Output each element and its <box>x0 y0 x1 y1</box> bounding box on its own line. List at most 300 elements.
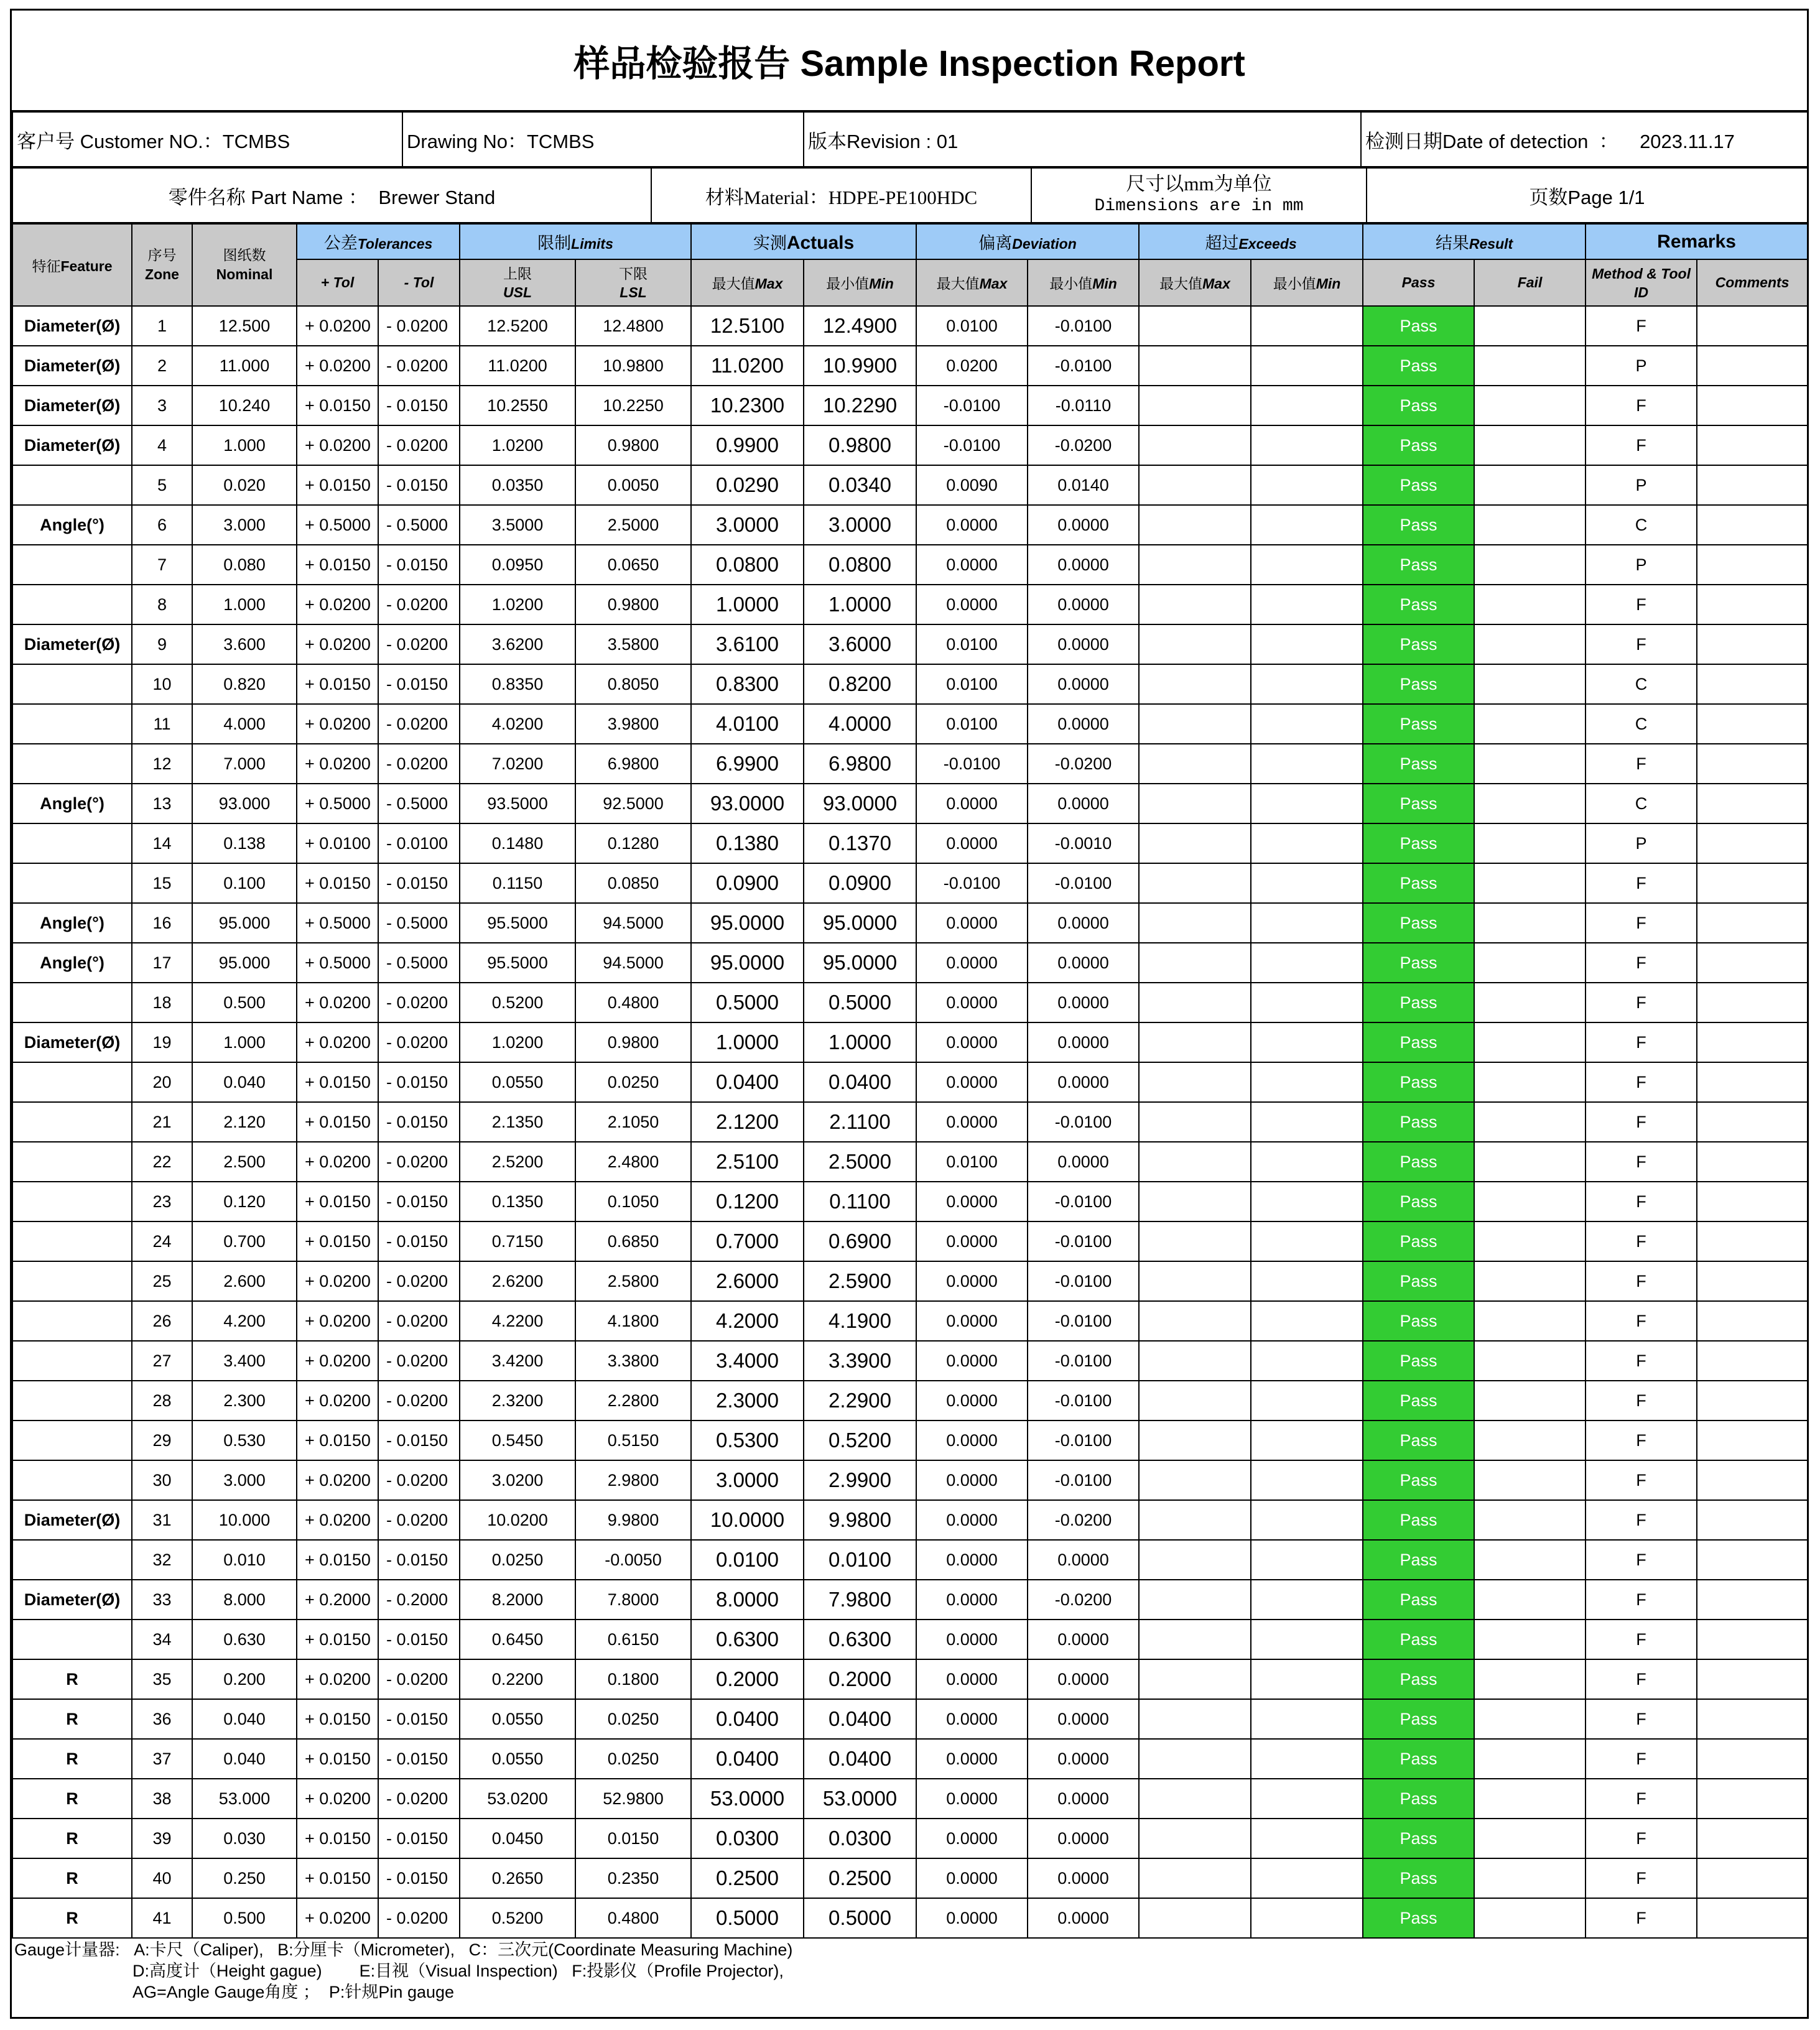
deviation-min-cell: -0.0200 <box>1028 1500 1139 1540</box>
zone-cell: 19 <box>132 1022 192 1062</box>
feature-cell: Angle(°) <box>12 943 132 983</box>
plus-tol-cell: + 0.0200 <box>297 1341 378 1381</box>
lsl-cell: 0.8050 <box>575 664 691 704</box>
zone-cell: 24 <box>132 1221 192 1261</box>
deviation-min-cell: -0.0100 <box>1028 1261 1139 1301</box>
minus-tol-cell: - 0.0150 <box>378 1540 460 1580</box>
minus-tol-cell: - 0.0150 <box>378 545 460 585</box>
actual-max-cell: 3.0000 <box>691 1460 804 1500</box>
feature-cell <box>12 1221 132 1261</box>
method-tool-cell: F <box>1586 1460 1697 1500</box>
exceeds-min-cell <box>1251 1022 1363 1062</box>
result-pass-cell: Pass <box>1363 1858 1474 1898</box>
plus-tol-cell: + 0.0200 <box>297 1261 378 1301</box>
comments-cell <box>1697 664 1808 704</box>
exceeds-max-cell <box>1139 1022 1251 1062</box>
exceeds-max-cell <box>1139 1898 1251 1938</box>
plus-tol-cell: + 0.5000 <box>297 943 378 983</box>
minus-tol-cell: - 0.0200 <box>378 1301 460 1341</box>
exceeds-min-cell <box>1251 823 1363 863</box>
table-row <box>12 1341 1808 1381</box>
zone-cell: 7 <box>132 545 192 585</box>
deviation-min-cell: -0.0110 <box>1028 386 1139 425</box>
result-fail-cell <box>1474 1102 1586 1142</box>
deviation-max-cell: 0.0000 <box>916 585 1028 624</box>
usl-cell: 0.0550 <box>460 1699 575 1739</box>
method-tool-cell: F <box>1586 1381 1697 1421</box>
minus-tol-header: - Tol <box>378 259 460 306</box>
exceeds-min-cell <box>1251 1739 1363 1779</box>
zone-cell: 10 <box>132 664 192 704</box>
plus-tol-cell: + 0.0200 <box>297 306 378 346</box>
exceeds-min-cell <box>1251 664 1363 704</box>
result-pass-cell: Pass <box>1363 983 1474 1022</box>
exceeds-min-cell <box>1251 1699 1363 1739</box>
method-tool-cell: P <box>1586 346 1697 386</box>
comments-cell <box>1697 465 1808 505</box>
lsl-cell: 0.4800 <box>575 983 691 1022</box>
actual-min-cell: 10.2290 <box>804 386 916 425</box>
lsl-cell: 0.0150 <box>575 1819 691 1858</box>
lsl-cell: 0.0650 <box>575 545 691 585</box>
feature-cell: R <box>12 1739 132 1779</box>
exceeds-min-cell <box>1251 1779 1363 1819</box>
deviation-min-cell: 0.0000 <box>1028 1819 1139 1858</box>
table-row <box>12 823 1808 863</box>
usl-cell: 4.2200 <box>460 1301 575 1341</box>
nominal-cell: 2.500 <box>192 1142 297 1182</box>
deviation-min-cell: -0.0010 <box>1028 823 1139 863</box>
actual-max-cell: 0.6300 <box>691 1620 804 1659</box>
zone-cell: 33 <box>132 1580 192 1620</box>
plus-tol-cell: + 0.0150 <box>297 1182 378 1221</box>
exceeds-max-cell <box>1139 1819 1251 1858</box>
deviation-max-cell: 0.0100 <box>916 624 1028 664</box>
method-tool-cell: F <box>1586 1898 1697 1938</box>
actual-min-cell: 2.9900 <box>804 1460 916 1500</box>
lsl-cell: 3.9800 <box>575 704 691 744</box>
result-pass-cell: Pass <box>1363 1779 1474 1819</box>
exceeds-min-cell <box>1251 1819 1363 1858</box>
zone-cell: 38 <box>132 1779 192 1819</box>
exceeds-max-cell <box>1139 505 1251 545</box>
plus-tol-cell: + 0.0200 <box>297 1460 378 1500</box>
table-row <box>12 943 1808 983</box>
table-row <box>12 1102 1808 1142</box>
minus-tol-cell: - 0.0200 <box>378 425 460 465</box>
actual-min-cell: 7.9800 <box>804 1580 916 1620</box>
exceeds-max-cell <box>1139 1580 1251 1620</box>
result-pass-cell: Pass <box>1363 465 1474 505</box>
feature-cell: R <box>12 1898 132 1938</box>
comments-cell <box>1697 1739 1808 1779</box>
deviation-max-cell: 0.0100 <box>916 1142 1028 1182</box>
feature-cell <box>12 545 132 585</box>
deviation-min-cell: -0.0200 <box>1028 744 1139 784</box>
result-pass-cell: Pass <box>1363 1221 1474 1261</box>
feature-cell: R <box>12 1779 132 1819</box>
customer-no-value: TCMBS <box>222 130 290 152</box>
exceeds-max-cell <box>1139 983 1251 1022</box>
exceeds-min-cell <box>1251 863 1363 903</box>
method-tool-cell: F <box>1586 983 1697 1022</box>
zone-cell: 26 <box>132 1301 192 1341</box>
result-pass-cell: Pass <box>1363 784 1474 823</box>
plus-tol-cell: + 0.0150 <box>297 1620 378 1659</box>
actual-max-cell: 2.1200 <box>691 1102 804 1142</box>
nominal-cell: 95.000 <box>192 903 297 943</box>
actual-max-cell: 1.0000 <box>691 1022 804 1062</box>
exceeds-max-cell <box>1139 1620 1251 1659</box>
result-pass-cell: Pass <box>1363 903 1474 943</box>
actual-max-cell: 1.0000 <box>691 585 804 624</box>
table-row <box>12 505 1808 545</box>
actual-max-cell: 0.5300 <box>691 1421 804 1460</box>
actual-max-cell: 6.9900 <box>691 744 804 784</box>
deviation-max-cell: 0.0000 <box>916 1460 1028 1500</box>
gauge-legend-line-2: D:高度计（Height gague) E:目视（Visual Inspection) F:投影仪（Profile Projector), <box>132 1962 784 1980</box>
result-fail-cell <box>1474 1421 1586 1460</box>
material: 材料Material：HDPE-PE100HDC <box>651 168 1031 223</box>
method-tool-cell: F <box>1586 1421 1697 1460</box>
actual-max-cell: 0.9900 <box>691 425 804 465</box>
feature-cell: Diameter(Ø) <box>12 1022 132 1062</box>
feature-cell <box>12 1062 132 1102</box>
result-fail-cell <box>1474 784 1586 823</box>
zone-cell: 15 <box>132 863 192 903</box>
lsl-cell: -0.0050 <box>575 1540 691 1580</box>
feature-cell: Angle(°) <box>12 784 132 823</box>
nominal-cell: 8.000 <box>192 1580 297 1620</box>
table-row <box>12 1301 1808 1341</box>
exceeds-max-cell <box>1139 545 1251 585</box>
deviation-max-cell: 0.0000 <box>916 1102 1028 1142</box>
nominal-cell: 93.000 <box>192 784 297 823</box>
feature-cell: Angle(°) <box>12 903 132 943</box>
deviation-min-cell: -0.0100 <box>1028 1301 1139 1341</box>
usl-cell: 0.0550 <box>460 1739 575 1779</box>
minus-tol-cell: - 0.0200 <box>378 306 460 346</box>
lsl-cell: 92.5000 <box>575 784 691 823</box>
comments-cell <box>1697 1301 1808 1341</box>
gauge-legend-line-1: Gauge计量器: A:卡尺（Caliper), B:分厘卡（Micrometer), C：三次元(Coordinate Measuring Machine) <box>14 1940 793 1959</box>
actual-max-header: 最大值Max <box>691 259 804 306</box>
zone-cell: 12 <box>132 744 192 784</box>
nominal-cell: 0.120 <box>192 1182 297 1221</box>
minus-tol-cell: - 0.0150 <box>378 386 460 425</box>
usl-cell: 4.0200 <box>460 704 575 744</box>
method-tool-cell: F <box>1586 1540 1697 1580</box>
plus-tol-cell: + 0.0200 <box>297 585 378 624</box>
actual-max-cell: 53.0000 <box>691 1779 804 1819</box>
dimensions-unit-cn: 尺寸以mm为单位 <box>1126 173 1272 195</box>
result-pass-cell: Pass <box>1363 1142 1474 1182</box>
exceeds-max-cell <box>1139 1460 1251 1500</box>
table-row <box>12 983 1808 1022</box>
deviation-min-header: 最小值Min <box>1028 259 1139 306</box>
lsl-cell: 10.2250 <box>575 386 691 425</box>
method-tool-cell: F <box>1586 1659 1697 1699</box>
result-pass-cell: Pass <box>1363 1620 1474 1659</box>
minus-tol-cell: - 0.0150 <box>378 1062 460 1102</box>
zone-cell: 20 <box>132 1062 192 1102</box>
actual-min-cell: 0.0100 <box>804 1540 916 1580</box>
deviation-max-cell: -0.0100 <box>916 386 1028 425</box>
minus-tol-cell: - 0.0150 <box>378 1620 460 1659</box>
actual-min-cell: 53.0000 <box>804 1779 916 1819</box>
actual-min-cell: 2.5900 <box>804 1261 916 1301</box>
method-tool-cell: F <box>1586 1142 1697 1182</box>
deviation-min-cell: 0.0000 <box>1028 903 1139 943</box>
plus-tol-cell: + 0.0150 <box>297 1540 378 1580</box>
usl-cell: 0.5450 <box>460 1421 575 1460</box>
plus-tol-cell: + 0.0150 <box>297 1858 378 1898</box>
exceeds-max-header: 最大值Max <box>1139 259 1251 306</box>
result-fail-cell <box>1474 664 1586 704</box>
exceeds-min-cell <box>1251 943 1363 983</box>
dimensions-unit-cell <box>1031 168 1367 223</box>
exceeds-min-cell <box>1251 1261 1363 1301</box>
actual-max-cell: 95.0000 <box>691 903 804 943</box>
exceeds-max-cell <box>1139 744 1251 784</box>
table-row <box>12 1182 1808 1221</box>
exceeds-max-cell <box>1139 585 1251 624</box>
exceeds-max-cell <box>1139 624 1251 664</box>
feature-cell <box>12 1341 132 1381</box>
nominal-cell: 0.030 <box>192 1819 297 1858</box>
exceeds-min-cell <box>1251 346 1363 386</box>
exceeds-max-cell <box>1139 1062 1251 1102</box>
info-table-2 <box>12 167 1808 223</box>
deviation-max-cell: 0.0000 <box>916 1301 1028 1341</box>
lsl-cell: 94.5000 <box>575 903 691 943</box>
comments-cell <box>1697 386 1808 425</box>
deviation-min-cell: 0.0000 <box>1028 545 1139 585</box>
actual-min-cell: 0.9800 <box>804 425 916 465</box>
lsl-cell: 0.0250 <box>575 1739 691 1779</box>
zone-cell: 29 <box>132 1421 192 1460</box>
exceeds-min-cell <box>1251 1182 1363 1221</box>
method-tool-cell: F <box>1586 306 1697 346</box>
actual-min-cell: 10.9900 <box>804 346 916 386</box>
usl-cell: 0.0350 <box>460 465 575 505</box>
plus-tol-cell: + 0.0150 <box>297 863 378 903</box>
deviation-max-cell: 0.0000 <box>916 1182 1028 1221</box>
method-tool-cell: C <box>1586 505 1697 545</box>
result-fail-cell <box>1474 1381 1586 1421</box>
method-tool-cell: F <box>1586 1182 1697 1221</box>
deviation-min-cell: 0.0000 <box>1028 1699 1139 1739</box>
zone-cell: 39 <box>132 1819 192 1858</box>
method-tool-header: Method & Tool ID <box>1586 259 1697 306</box>
deviation-max-cell: 0.0000 <box>916 1739 1028 1779</box>
nominal-cell: 2.300 <box>192 1381 297 1421</box>
method-tool-cell: F <box>1586 1500 1697 1540</box>
actual-min-cell: 0.2500 <box>804 1858 916 1898</box>
method-tool-cell: F <box>1586 1699 1697 1739</box>
result-fail-cell <box>1474 1500 1586 1540</box>
comments-cell <box>1697 1898 1808 1938</box>
result-pass-cell: Pass <box>1363 1182 1474 1221</box>
deviation-min-cell: 0.0000 <box>1028 1739 1139 1779</box>
actual-max-cell: 0.2000 <box>691 1659 804 1699</box>
deviation-max-cell: 0.0000 <box>916 784 1028 823</box>
comments-cell <box>1697 1062 1808 1102</box>
feature-cell <box>12 585 132 624</box>
exceeds-max-cell <box>1139 784 1251 823</box>
comments-cell <box>1697 1182 1808 1221</box>
exceeds-min-cell <box>1251 386 1363 425</box>
actual-min-cell: 0.8200 <box>804 664 916 704</box>
table-row <box>12 1779 1808 1819</box>
nominal-cell: 3.400 <box>192 1341 297 1381</box>
comments-cell <box>1697 1659 1808 1699</box>
result-pass-cell: Pass <box>1363 1659 1474 1699</box>
minus-tol-cell: - 0.0200 <box>378 1779 460 1819</box>
comments-cell <box>1697 1580 1808 1620</box>
remarks-header: Remarks <box>1586 224 1808 259</box>
zone-cell: 11 <box>132 704 192 744</box>
actual-min-cell: 2.5000 <box>804 1142 916 1182</box>
plus-tol-cell: + 0.0150 <box>297 1699 378 1739</box>
table-row <box>12 1421 1808 1460</box>
exceeds-max-cell <box>1139 943 1251 983</box>
deviation-min-cell: 0.0000 <box>1028 624 1139 664</box>
exceeds-max-cell <box>1139 1301 1251 1341</box>
nominal-cell: 95.000 <box>192 943 297 983</box>
plus-tol-cell: + 0.0200 <box>297 1898 378 1938</box>
actual-min-cell: 0.0340 <box>804 465 916 505</box>
usl-cell: 10.0200 <box>460 1500 575 1540</box>
actual-max-cell: 4.0100 <box>691 704 804 744</box>
zone-cell: 35 <box>132 1659 192 1699</box>
table-row <box>12 386 1808 425</box>
lsl-cell: 0.4800 <box>575 1898 691 1938</box>
exceeds-max-cell <box>1139 1142 1251 1182</box>
comments-cell <box>1697 1261 1808 1301</box>
nominal-cell: 7.000 <box>192 744 297 784</box>
nominal-cell: 10.000 <box>192 1500 297 1540</box>
exceeds-max-cell <box>1139 306 1251 346</box>
result-fail-cell <box>1474 1620 1586 1659</box>
actual-max-cell: 4.2000 <box>691 1301 804 1341</box>
deviation-max-cell: 0.0000 <box>916 1381 1028 1421</box>
method-tool-cell: F <box>1586 1739 1697 1779</box>
customer-no-label: 客户号 Customer NO.： <box>17 130 223 152</box>
result-fail-cell <box>1474 704 1586 744</box>
minus-tol-cell: - 0.0150 <box>378 1819 460 1858</box>
plus-tol-cell: + 0.0200 <box>297 1500 378 1540</box>
table-row <box>12 1062 1808 1102</box>
plus-tol-cell: + 0.0150 <box>297 545 378 585</box>
actual-min-cell: 12.4900 <box>804 306 916 346</box>
actual-max-cell: 2.3000 <box>691 1381 804 1421</box>
deviation-max-cell: 0.0000 <box>916 1858 1028 1898</box>
zone-cell: 21 <box>132 1102 192 1142</box>
exceeds-min-cell <box>1251 1580 1363 1620</box>
nominal-cell: 3.000 <box>192 505 297 545</box>
exceeds-min-cell <box>1251 1460 1363 1500</box>
method-tool-cell: P <box>1586 545 1697 585</box>
lsl-cell: 0.0250 <box>575 1062 691 1102</box>
result-fail-cell <box>1474 1858 1586 1898</box>
zone-cell: 27 <box>132 1341 192 1381</box>
comments-cell <box>1697 1142 1808 1182</box>
actual-max-cell: 10.2300 <box>691 386 804 425</box>
method-tool-cell: F <box>1586 585 1697 624</box>
deviation-max-cell: 0.0000 <box>916 1062 1028 1102</box>
exceeds-max-cell <box>1139 1779 1251 1819</box>
lsl-cell: 10.9800 <box>575 346 691 386</box>
deviation-min-cell: 0.0000 <box>1028 1142 1139 1182</box>
table-row <box>12 863 1808 903</box>
minus-tol-cell: - 0.0200 <box>378 1898 460 1938</box>
actual-max-cell: 0.0290 <box>691 465 804 505</box>
exceeds-min-cell <box>1251 624 1363 664</box>
actual-max-cell: 3.6100 <box>691 624 804 664</box>
zone-cell: 6 <box>132 505 192 545</box>
lsl-cell: 0.9800 <box>575 425 691 465</box>
comments-cell <box>1697 585 1808 624</box>
nominal-cell: 1.000 <box>192 585 297 624</box>
actual-max-cell: 0.1200 <box>691 1182 804 1221</box>
deviation-max-cell: 0.0000 <box>916 943 1028 983</box>
plus-tol-cell: + 0.0150 <box>297 465 378 505</box>
minus-tol-cell: - 0.0200 <box>378 585 460 624</box>
table-row <box>12 585 1808 624</box>
actual-max-cell: 0.0900 <box>691 863 804 903</box>
result-pass-cell: Pass <box>1363 1421 1474 1460</box>
minus-tol-cell: - 0.0200 <box>378 1022 460 1062</box>
minus-tol-cell: - 0.0150 <box>378 1858 460 1898</box>
title-block <box>12 11 1807 111</box>
plus-tol-cell: + 0.0200 <box>297 425 378 465</box>
zone-cell: 18 <box>132 983 192 1022</box>
minus-tol-cell: - 0.0200 <box>378 1381 460 1421</box>
actual-max-cell: 0.0100 <box>691 1540 804 1580</box>
comments-cell <box>1697 1421 1808 1460</box>
nominal-cell: 0.010 <box>192 1540 297 1580</box>
table-row <box>12 346 1808 386</box>
lsl-cell: 0.5150 <box>575 1421 691 1460</box>
nominal-cell: 2.120 <box>192 1102 297 1142</box>
exceeds-max-cell <box>1139 1659 1251 1699</box>
nominal-cell: 0.100 <box>192 863 297 903</box>
usl-cell: 0.0950 <box>460 545 575 585</box>
result-pass-cell: Pass <box>1363 624 1474 664</box>
nominal-cell: 2.600 <box>192 1261 297 1301</box>
actual-min-cell: 0.0400 <box>804 1062 916 1102</box>
nominal-cell: 0.040 <box>192 1739 297 1779</box>
info-table <box>12 111 1808 167</box>
gauge-legend <box>14 1939 792 2003</box>
feature-cell: Diameter(Ø) <box>12 386 132 425</box>
plus-tol-cell: + 0.0200 <box>297 1779 378 1819</box>
comments-cell <box>1697 1341 1808 1381</box>
actual-min-cell: 1.0000 <box>804 585 916 624</box>
feature-cell <box>12 704 132 744</box>
actual-min-header: 最小值Min <box>804 259 916 306</box>
deviation-max-cell: 0.0000 <box>916 505 1028 545</box>
deviation-min-cell: -0.0100 <box>1028 1102 1139 1142</box>
actual-min-cell: 4.1900 <box>804 1301 916 1341</box>
feature-cell: R <box>12 1659 132 1699</box>
method-tool-cell: F <box>1586 1341 1697 1381</box>
feature-cell <box>12 823 132 863</box>
result-fail-cell <box>1474 1261 1586 1301</box>
lsl-cell: 2.9800 <box>575 1460 691 1500</box>
exceeds-min-cell <box>1251 1421 1363 1460</box>
